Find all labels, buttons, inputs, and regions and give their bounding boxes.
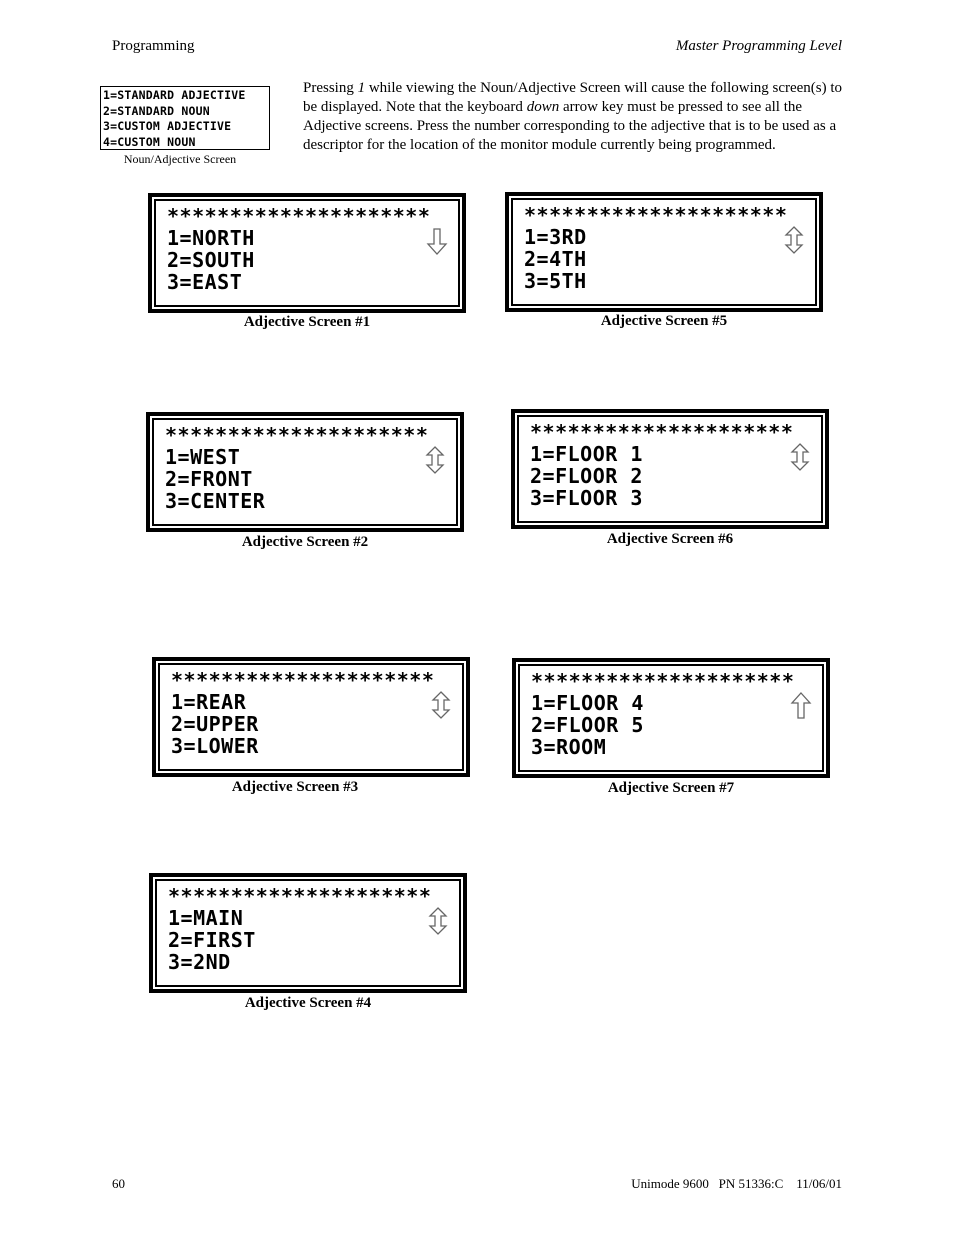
lcd-line: 1=3RD bbox=[524, 225, 587, 249]
lcd-line: 1=FLOOR 4 bbox=[531, 691, 644, 715]
up-down-arrow-icon bbox=[427, 907, 449, 935]
up-arrow-icon bbox=[790, 692, 812, 720]
lcd-line: 2=FRONT bbox=[165, 467, 253, 491]
header-level-title: Master Programming Level bbox=[675, 38, 842, 54]
adjective-screen-7 bbox=[512, 658, 830, 778]
lcd-line: 3=EAST bbox=[167, 270, 243, 294]
lcd-line: 2=UPPER bbox=[171, 712, 259, 736]
document-info: Unimode 9600 PN 51336:C 11/06/01 bbox=[631, 1176, 842, 1191]
lcd-line: 1=NORTH bbox=[167, 226, 255, 250]
lcd-line: ********************* bbox=[171, 668, 435, 692]
lcd-line: 3=FLOOR 3 bbox=[530, 486, 643, 510]
adjective-screen-6 bbox=[511, 409, 829, 529]
up-down-arrow-icon bbox=[789, 443, 811, 471]
adjective-screen-4 bbox=[149, 873, 467, 993]
up-down-arrow-icon bbox=[430, 691, 452, 719]
lcd-line: ********************* bbox=[531, 669, 795, 693]
adjective-screen-3 bbox=[152, 657, 470, 777]
intro-paragraph: Pressing 1 while viewing the Noun/Adjective Screen will cause the following screen(s) to be displayed. Note that the keyboard down arrow key must be pressed to see all the Adjective screens. Press the number corresponding to the adjective that is to be used as a descriptor for the location of the monitor module currently being programmed. bbox=[303, 80, 843, 153]
header-section-title: Programming bbox=[112, 38, 195, 54]
noun-adjective-caption: Noun/Adjective Screen bbox=[123, 152, 237, 166]
up-down-arrow-icon bbox=[424, 446, 446, 474]
lcd-line: 2=4TH bbox=[524, 247, 587, 271]
lcd-line: 2=SOUTH bbox=[167, 248, 255, 272]
lcd-line: 1=MAIN bbox=[168, 906, 244, 930]
page-number: 60 bbox=[112, 1176, 125, 1191]
lcd-line: 3=2ND bbox=[168, 950, 231, 974]
adjective-screen-1-caption: Adjective Screen #1 bbox=[243, 314, 371, 330]
adjective-screen-2 bbox=[146, 412, 464, 532]
lcd-line: 3=CUSTOM ADJECTIVE bbox=[103, 119, 232, 133]
lcd-line: 3=LOWER bbox=[171, 734, 259, 758]
lcd-line: 2=FLOOR 5 bbox=[531, 713, 644, 737]
lcd-line: 2=STANDARD NOUN bbox=[103, 103, 210, 118]
lcd-line: 4=CUSTOM NOUN bbox=[103, 134, 196, 149]
adjective-screen-2-caption: Adjective Screen #2 bbox=[241, 534, 369, 550]
lcd-line: 3=ROOM bbox=[531, 735, 607, 759]
adjective-screen-1 bbox=[148, 193, 466, 313]
adjective-screen-7-caption: Adjective Screen #7 bbox=[607, 780, 735, 796]
up-down-arrow-icon bbox=[783, 226, 805, 254]
lcd-line: 1=REAR bbox=[171, 690, 247, 714]
lcd-line: ********************* bbox=[524, 203, 788, 227]
lcd-line: ********************* bbox=[168, 884, 432, 908]
lcd-line: 1=STANDARD ADJECTIVE bbox=[103, 88, 246, 102]
adjective-screen-5-caption: Adjective Screen #5 bbox=[600, 313, 728, 329]
adjective-screen-6-caption: Adjective Screen #6 bbox=[606, 531, 734, 547]
lcd-line: ********************* bbox=[165, 423, 429, 447]
adjective-screen-4-caption: Adjective Screen #4 bbox=[244, 995, 372, 1011]
lcd-line: ********************* bbox=[167, 204, 431, 228]
lcd-line: 1=WEST bbox=[165, 445, 241, 469]
lcd-line: 3=CENTER bbox=[165, 489, 266, 513]
down-arrow-icon bbox=[426, 227, 448, 255]
adjective-screen-3-caption: Adjective Screen #3 bbox=[231, 779, 359, 795]
noun-adjective-screen bbox=[100, 86, 270, 150]
lcd-line: ********************* bbox=[530, 420, 794, 444]
lcd-line: 2=FLOOR 2 bbox=[530, 464, 643, 488]
lcd-line: 3=5TH bbox=[524, 269, 587, 293]
lcd-line: 2=FIRST bbox=[168, 928, 256, 952]
adjective-screen-5 bbox=[505, 192, 823, 312]
lcd-line: 1=FLOOR 1 bbox=[530, 442, 643, 466]
